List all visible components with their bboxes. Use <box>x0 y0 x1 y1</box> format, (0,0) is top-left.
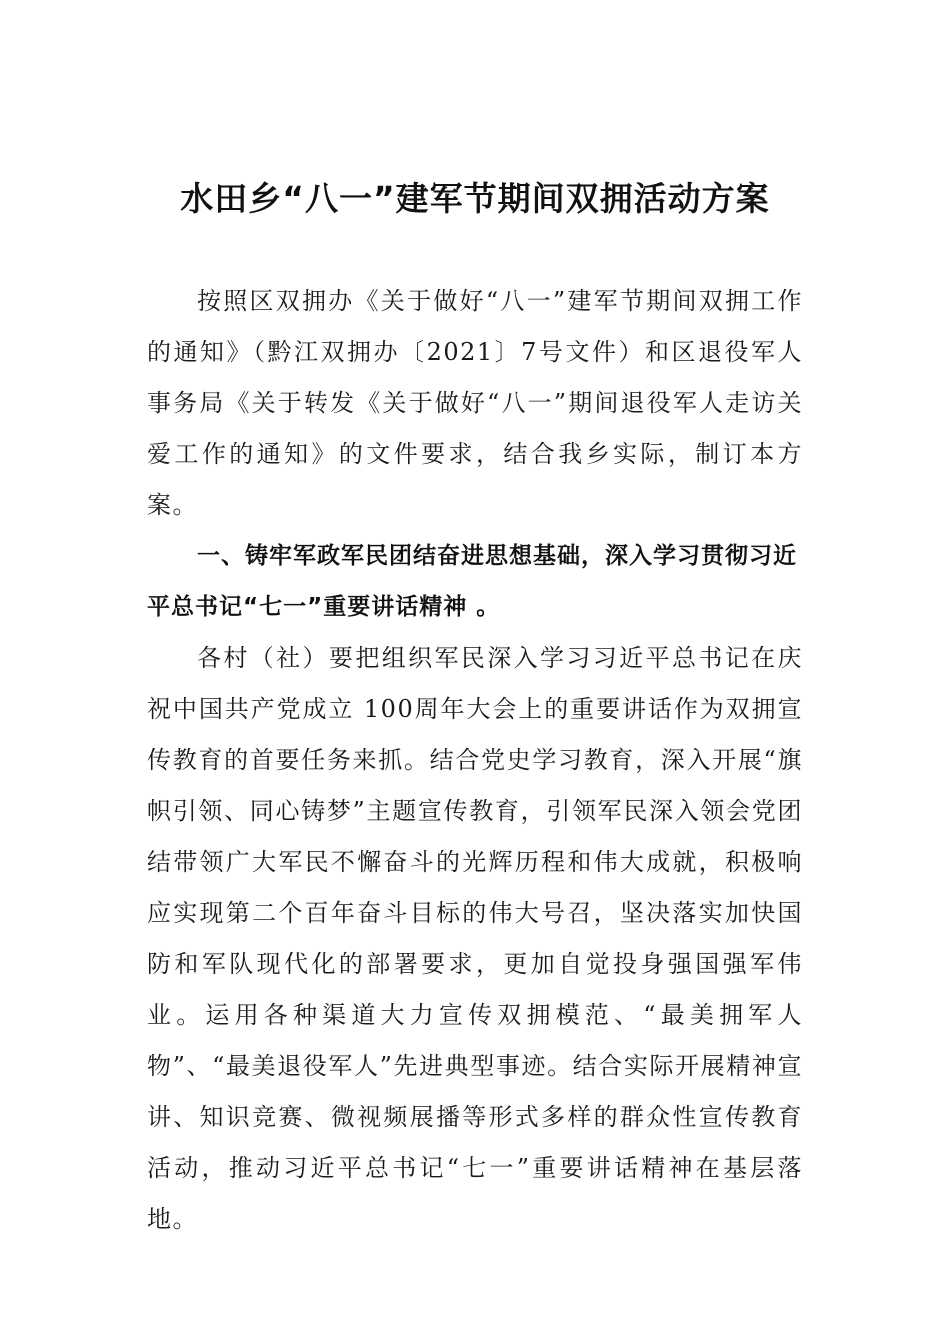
document-title: 水田乡“八一”建军节期间双拥活动方案 <box>180 179 770 218</box>
document-body <box>147 276 803 1245</box>
intro-paragraph: 按照区双拥办《关于做好“八一”建军节期间双拥工作的通知》（黔江双拥办〔2021〕7号文件）和区退役军人事务局《关于转发《关于做好“八一”期间退役军人走访关爱工作的通知》的文件要求，结合我乡实际，制订本方案。 <box>147 287 803 519</box>
section-1-paragraph: 各村（社）要把组织军民深入学习习近平总书记在庆祝中国共产党成立 100周年大会上的重要讲话作为双拥宣传教育的首要任务来抓。结合党史学习教育，深入开展“旗帜引领、同心铸梦”主题宣传教育，引领军民深入领会党团结带领广大军民不懈奋斗的光辉历程和伟大成就，积极响应实现第二个百年奋斗目标的伟大号召，坚决落实加快国防和军队现代化的部署要求，更加自觉投身强国强军伟业。运用各种渠道大力宣传双拥模范、“最美拥军人物”、“最美退役军人”先进典型事迹。结合实际开展精神宣讲、知识竞赛、微视频展播等形式多样的群众性宣传教育活动，推动习近平总书记“七一”重要讲话精神在基层落地。 <box>147 644 803 1233</box>
section-1-heading: 一、铸牢军政军民团结奋进思想基础，深入学习贯彻习近平总书记“七一”重要讲话精神 。 <box>147 543 797 620</box>
